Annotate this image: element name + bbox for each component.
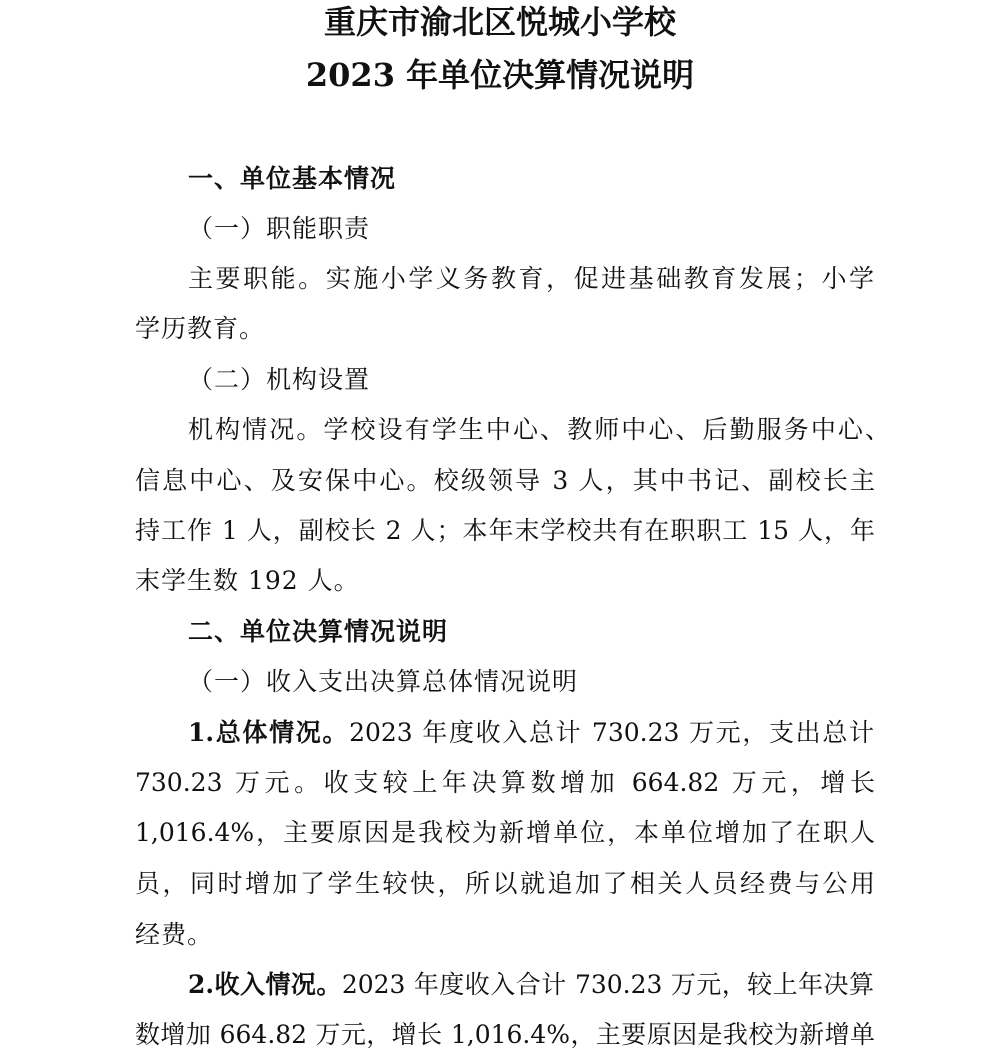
paragraph-3-line-3: 1,016.4%，主要原因是我校为新增单位，本单位增加了在职人 bbox=[135, 818, 875, 847]
paragraph-3-line-5: 经费。 bbox=[135, 920, 214, 949]
paragraph-4-line-1 bbox=[188, 968, 874, 1002]
document-title-line-2: 2023 年单位决算情况说明 bbox=[305, 56, 695, 94]
paragraph-2-line-2: 信息中心、及安保中心。校级领导 3 人，其中书记、副校长主 bbox=[135, 466, 875, 495]
paragraph-1-line-1: 主要职能。实施小学义务教育，促进基础教育发展；小学 bbox=[188, 264, 874, 293]
section-2-heading: 二、单位决算情况说明 bbox=[188, 617, 449, 646]
paragraph-3-line-1 bbox=[188, 716, 874, 750]
paragraph-4-line-1-text: 2023 年度收入合计 730.23 万元，较上年决算 bbox=[341, 970, 874, 999]
subsection-2-heading: （二）机构设置 bbox=[188, 365, 371, 394]
paragraph-3-line-1-text: 2023 年度收入总计 730.23 万元，支出总计 bbox=[349, 718, 874, 747]
document-title-line-1: 重庆市渝北区悦城小学校 bbox=[323, 3, 676, 41]
paragraph-2-line-4: 末学生数 192 人。 bbox=[135, 566, 360, 595]
paragraph-3-line-4: 员，同时增加了学生较快，所以就追加了相关人员经费与公用 bbox=[135, 869, 875, 898]
paragraph-4-lead: 2.收入情况。 bbox=[188, 970, 342, 999]
paragraph-2-line-3: 持工作 1 人，副校长 2 人；本年末学校共有在职职工 15 人，年 bbox=[135, 516, 875, 545]
paragraph-1-line-2: 学历教育。 bbox=[135, 314, 266, 343]
paragraph-4-line-2: 数增加 664.82 万元，增长 1,016.4%，主要原因是我校为新增单 bbox=[135, 1020, 875, 1049]
subsection-1-heading: （一）职能职责 bbox=[188, 214, 371, 243]
subsection-3-heading: （一）收入支出决算总体情况说明 bbox=[188, 667, 579, 696]
paragraph-3-line-2: 730.23 万元。收支较上年决算数增加 664.82 万元，增长 bbox=[135, 768, 875, 797]
paragraph-3-lead: 1.总体情况。 bbox=[188, 718, 350, 747]
section-1-heading: 一、单位基本情况 bbox=[188, 164, 397, 193]
paragraph-2-line-1: 机构情况。学校设有学生中心、教师中心、后勤服务中心、 bbox=[188, 415, 890, 444]
